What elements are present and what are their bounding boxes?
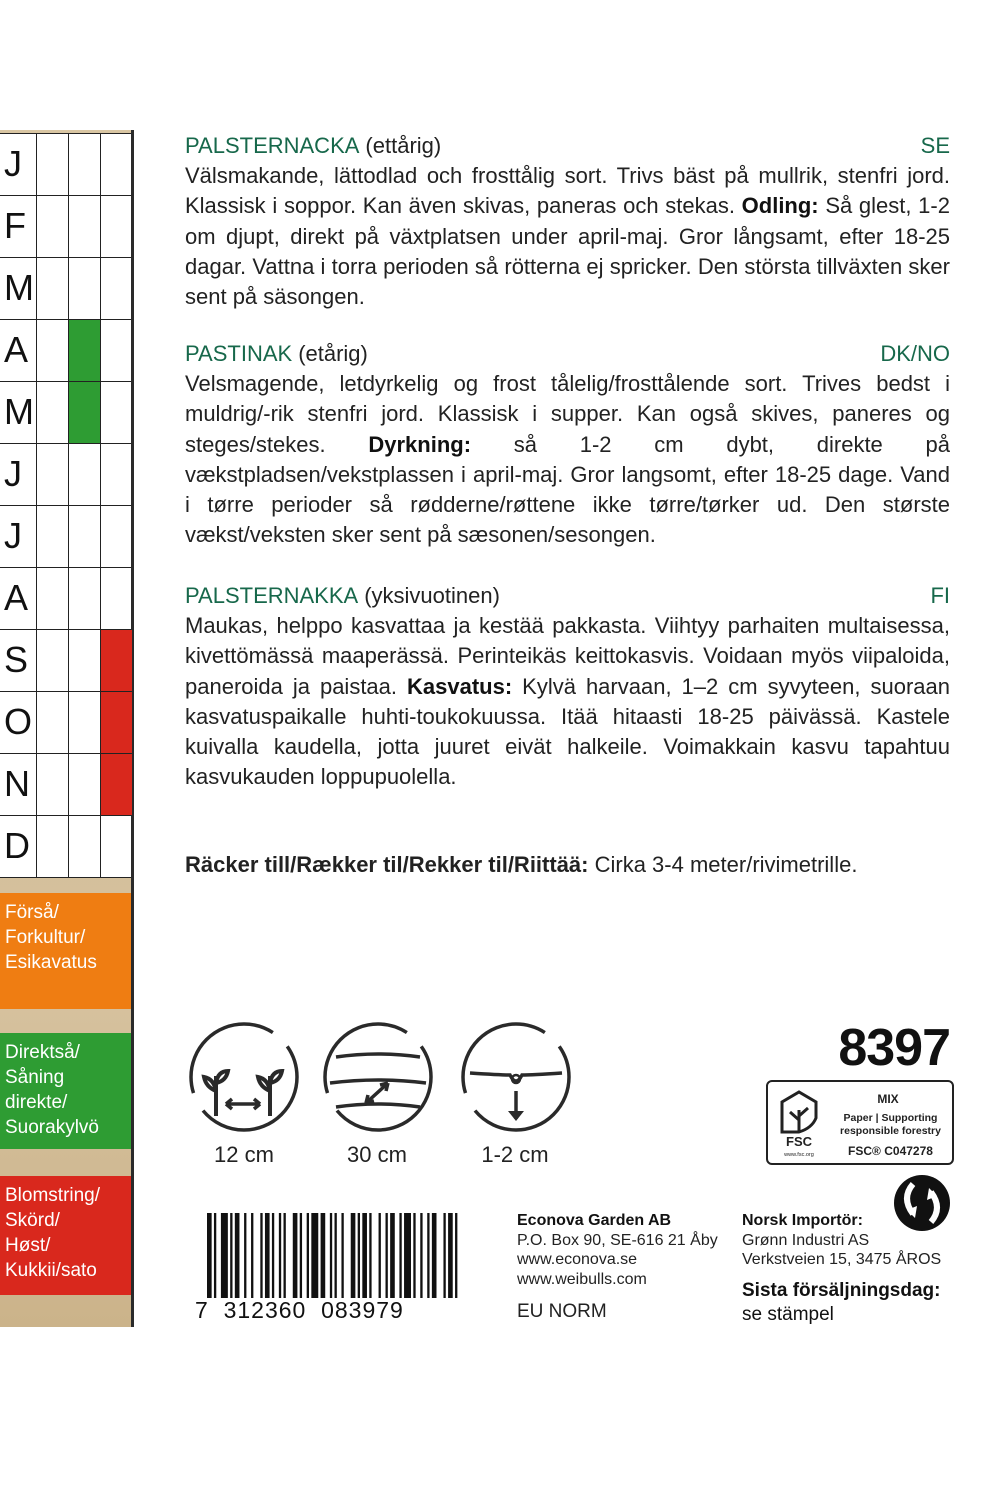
- calendar-cell: [36, 320, 68, 381]
- calendar-cell: [68, 630, 100, 691]
- fsc-logo-text: FSC: [786, 1134, 812, 1149]
- calendar-month-letter: A: [4, 329, 29, 370]
- section-heading: [185, 131, 950, 161]
- calendar-cell: [100, 568, 132, 629]
- calendar-month-letter: O: [4, 701, 33, 742]
- sowing-calendar: [0, 133, 131, 878]
- barcode-bar: [284, 1213, 286, 1298]
- calendar-month-row: [0, 815, 131, 878]
- fsc-tree-icon: [774, 1088, 824, 1160]
- barcode-bar: [214, 1213, 216, 1298]
- plant-spacing-icon: [188, 1021, 300, 1133]
- calendar-month-row: [0, 381, 131, 443]
- section-fi: [185, 581, 950, 793]
- calendar-cell: [100, 196, 132, 257]
- fsc-mix: MIX: [877, 1092, 899, 1106]
- section-text: Maukas, helppo kasvattaa ja kestää pakkasta. Viihtyy parhaiten multaisessa, kivettömässä maaperässä. Perinteikäs keittokasvis. Voidaan myös viipaloida, paneroida ja paistaa. Kasvatus: Kylvä harvaan, 1–2 cm syvyteen, suoraan kasvatuspaikalle huhti-toukokuussa. Itää hitaasti 18-25 päivässä. Kastele kuivalla kaudella, jotta juuret eivät halkeile. Voimakkain kasvu tapahtuu kasvukauden loppupuolella.: [185, 613, 950, 790]
- calendar-cell: [100, 444, 132, 505]
- row-spacing-label: 30 cm: [347, 1142, 407, 1167]
- language-code: DK/NO: [880, 341, 950, 366]
- calendar-cell: [68, 754, 100, 815]
- fsc-text: Paper | Supporting responsible forestry: [840, 1112, 941, 1137]
- section-se: [185, 131, 950, 312]
- calendar-cell: [100, 134, 132, 195]
- plant-spacing-label: 12 cm: [214, 1142, 274, 1167]
- section-dk-no: [185, 339, 950, 551]
- variety-subtitle: (etårig): [298, 341, 368, 366]
- barcode-bar: [362, 1213, 367, 1298]
- calendar-month-letter: F: [4, 205, 26, 246]
- calendar-cell: [36, 692, 68, 753]
- variety-subtitle: (ettårig): [365, 133, 442, 158]
- calendar-cell: [68, 320, 100, 381]
- barcode-bar: [443, 1213, 445, 1298]
- calendar-month-letter: M: [4, 267, 34, 308]
- legend-direct-sow: Direktså/ Såning direkte/ Suorakylvö: [0, 1033, 131, 1149]
- section-heading: [185, 581, 950, 611]
- barcode-bar: [369, 1213, 371, 1298]
- variety-name: PALSTERNACKA: [185, 133, 360, 158]
- barcode-bar: [235, 1213, 240, 1298]
- fsc-url: www.fsc.org: [784, 1152, 814, 1158]
- calendar-cell: [68, 692, 100, 753]
- barcode-bar: [448, 1213, 453, 1298]
- barcode-bar: [455, 1213, 457, 1298]
- section-heading: [185, 339, 950, 369]
- section-text: Velsmagende, letdyrkelig og frost tålelig/frosttålende sort. Trives bedst i muldrig/-rik stenfri jord. Klassisk i supper. Kan også skives, paneres og steges/stekes. Dyrkning: så 1-2 cm dybt, direkte på vækstpladsen/vekstplassen i april-maj. Gror langsomt, efter 18-25 dage. Vand i tørre perioder så rødderne/røttene ikke tørre/tørker ud. Den største vækst/veksten sker sent på sæsonen/sesongen.: [185, 371, 950, 548]
- calendar-cell: [36, 630, 68, 691]
- calendar-month-row: [0, 257, 131, 319]
- calendar-cell: [100, 754, 132, 815]
- calendar-month-row: [0, 133, 131, 195]
- sow-depth-icon: [460, 1021, 572, 1133]
- calendar-cell: [100, 382, 132, 443]
- yield-info: Räcker till/Rækker til/Rekker til/Riittää: Cirka 3-4 meter/rivimetrille.: [185, 852, 858, 877]
- calendar-month-letter: J: [4, 453, 22, 494]
- calendar-cell: [36, 506, 68, 567]
- calendar-month-row: [0, 443, 131, 505]
- calendar-cell: [68, 196, 100, 257]
- language-code: SE: [920, 133, 950, 158]
- calendar-cell: [68, 382, 100, 443]
- fsc-code: FSC® C047278: [848, 1144, 933, 1158]
- barcode-bar: [244, 1213, 246, 1298]
- calendar-cell: [68, 258, 100, 319]
- calendar-cell: [68, 444, 100, 505]
- barcode: [195, 1213, 470, 1298]
- barcode-bar: [335, 1213, 337, 1298]
- calendar-month-letter: S: [4, 639, 29, 680]
- barcode-bar: [207, 1213, 212, 1298]
- barcode-bar: [293, 1213, 298, 1298]
- barcode-bar: [420, 1213, 422, 1298]
- calendar-month-row: [0, 195, 131, 257]
- barcode-bar: [386, 1213, 388, 1298]
- calendar-month-row: [0, 319, 131, 381]
- legend-presow: Förså/ Forkultur/ Esikavatus: [0, 893, 131, 1009]
- barcode-bar: [427, 1213, 429, 1298]
- calendar-cell: [36, 382, 68, 443]
- calendar-cell: [36, 754, 68, 815]
- barcode-bar: [300, 1213, 302, 1298]
- barcode-bar: [330, 1213, 332, 1298]
- calendar-cell: [100, 630, 132, 691]
- barcode-bar: [351, 1213, 356, 1298]
- section-text: Välsmakande, lättodlad och frosttålig sort. Trivs bäst på mullrik, stenfri jord. Klassisk i soppor. Kan även skivas, paneras och stekas. Odling: Så glest, 1-2 om djupt, direkt på växtplatsen under april-maj. Gror långsamt, efter 18-25 dagar. Vattna i torra perioden så rötterna ej spricker. Den största tillväxten sker sent på säsongen.: [185, 163, 950, 310]
- barcode-bar: [404, 1213, 411, 1298]
- calendar-month-letter: N: [4, 763, 30, 804]
- variety-name: PASTINAK: [185, 341, 293, 366]
- calendar-month-letter: A: [4, 577, 29, 618]
- calendar-cell: [100, 692, 132, 753]
- barcode-bar: [311, 1213, 318, 1298]
- calendar-month-row: [0, 629, 131, 691]
- calendar-month-row: [0, 753, 131, 815]
- calendar-month-letter: J: [4, 515, 22, 556]
- barcode-bar: [230, 1213, 232, 1298]
- calendar-month-row: [0, 567, 131, 629]
- calendar-month-letter: J: [4, 143, 22, 184]
- barcode-bar: [379, 1213, 381, 1298]
- calendar-cell: [68, 816, 100, 877]
- row-spacing-icon: [322, 1021, 434, 1133]
- calendar-cell: [36, 444, 68, 505]
- calendar-month-row: [0, 691, 131, 753]
- calendar-cell: [100, 506, 132, 567]
- calendar-cell: [100, 816, 132, 877]
- calendar-cell: [36, 134, 68, 195]
- barcode-bar: [307, 1213, 309, 1298]
- barcode-bar: [251, 1213, 253, 1298]
- barcode-bar: [279, 1213, 281, 1298]
- company-address: Econova Garden AB P.O. Box 90, SE-616 21 Åby www.econova.se www.weibulls.com: [517, 1212, 718, 1288]
- calendar-month-letter: M: [4, 391, 34, 432]
- fsc-badge: [766, 1080, 954, 1165]
- legend-harvest: Blomstring/ Skörd/ Høst/ Kukkii/sato: [0, 1176, 131, 1295]
- sow-depth-label: 1-2 cm: [481, 1142, 549, 1167]
- variety-subtitle: (yksivuotinen): [364, 583, 500, 608]
- calendar-month-row: [0, 505, 131, 567]
- barcode-bar: [413, 1213, 415, 1298]
- barcode-bar: [358, 1213, 360, 1298]
- barcode-bar: [321, 1213, 326, 1298]
- importer-address: Norsk Importör: Grønn Industri AS Verkstveien 15, 3475 ÅROS: [742, 1212, 942, 1268]
- calendar-cell: [68, 134, 100, 195]
- barcode-bar: [399, 1213, 401, 1298]
- last-sales-date: Sista försäljningsdag: se stämpel: [742, 1280, 941, 1325]
- calendar-cell: [36, 568, 68, 629]
- variety-name: PALSTERNAKKA: [185, 583, 359, 608]
- calendar-cell: [68, 568, 100, 629]
- calendar-cell: [100, 258, 132, 319]
- barcode-digits: 7 312360 083979: [195, 1297, 404, 1323]
- article-number: 8397: [838, 1019, 950, 1077]
- eu-norm: EU NORM: [517, 1301, 607, 1322]
- calendar-cell: [36, 196, 68, 257]
- barcode-bar: [432, 1213, 437, 1298]
- language-code: FI: [930, 583, 950, 608]
- calendar-cell: [100, 320, 132, 381]
- barcode-bar: [341, 1213, 343, 1298]
- calendar-month-letter: D: [4, 825, 30, 866]
- calendar-cell: [68, 506, 100, 567]
- calendar-cell: [36, 816, 68, 877]
- barcode-bar: [272, 1213, 274, 1298]
- barcode-bar: [221, 1213, 228, 1298]
- barcode-bar: [260, 1213, 262, 1298]
- barcode-bar: [390, 1213, 395, 1298]
- barcode-bar: [265, 1213, 270, 1298]
- calendar-cell: [36, 258, 68, 319]
